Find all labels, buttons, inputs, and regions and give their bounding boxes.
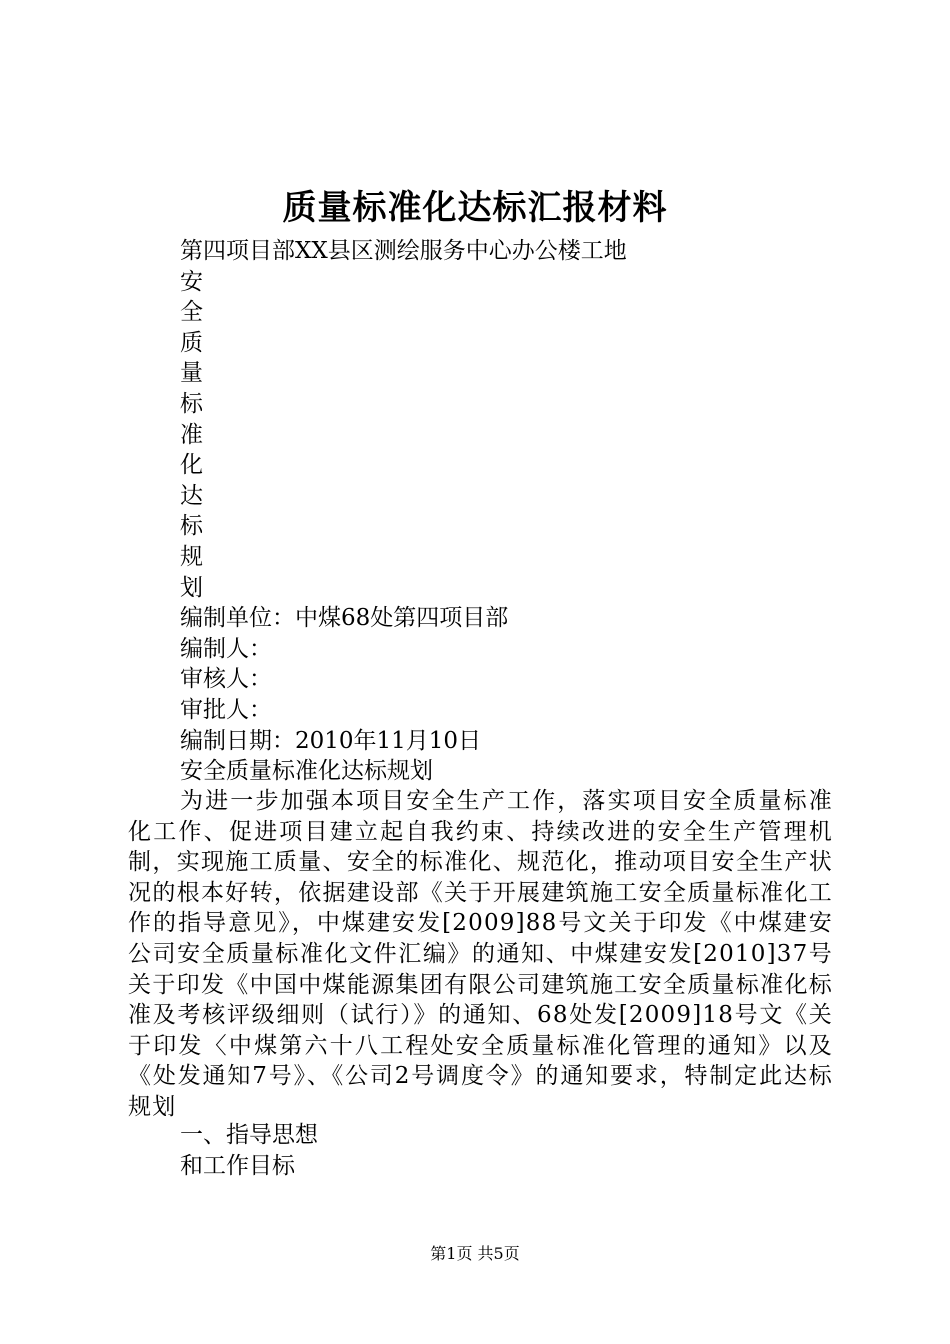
compiler: 编制人： [180, 635, 272, 662]
compile-date: 编制日期：2010年11月10日 [180, 727, 482, 754]
section-heading: 安全质量标准化达标规划 [180, 758, 433, 785]
reviewer: 审核人： [180, 666, 272, 693]
header-block [180, 236, 840, 787]
vertical-char: 标 [180, 390, 203, 417]
vertical-char: 质 [180, 329, 203, 356]
vertical-char: 化 [180, 452, 203, 479]
vertical-char: 规 [180, 543, 203, 570]
page-title: 质量标准化达标汇报材料 [282, 188, 668, 228]
page-footer: 第1页 共5页 [430, 1244, 520, 1263]
project-site-line: 第四项目部XX县区测绘服务中心办公楼工地 [180, 238, 627, 264]
vertical-char: 划 [180, 574, 203, 601]
guiding-subheading: 和工作目标 [180, 1152, 295, 1179]
approver: 审批人： [180, 696, 272, 723]
vertical-char: 标 [180, 513, 203, 540]
compiling-unit: 编制单位：中煤68处第四项目部 [180, 605, 509, 632]
vertical-title [180, 267, 840, 604]
vertical-char: 准 [180, 421, 203, 448]
vertical-char: 安 [180, 268, 203, 295]
vertical-char: 全 [180, 299, 203, 326]
guiding-section [180, 1120, 318, 1181]
body-paragraph: 为进一步加强本项目安全生产工作，落实项目安全质量标准化工作、促进项目建立起自我约束、持续改进的安全生产管理机制，实现施工质量、安全的标准化、规范化，推动项目安全生产状况的根本好转，依据建设部《关于开展建筑施工安全质量标准化工作的指导意见》，中煤建安发[2009]88号文关于印发《中煤建安公司安全质量标准化文件汇编》的通知、中煤建安发[2010]37号关于印发《中国中煤能源集团有限公司建筑施工安全质量标准化标准及考核评级细则（试行）》的通知、68处发[2009]18号文《关于印发〈中煤第六十八工程处安全质量标准化管理的通知》以及《处发通知7号》、《公司2号调度令》的通知要求，特制定此达标规划 [128, 788, 833, 1120]
vertical-char: 达 [180, 482, 203, 509]
vertical-char: 量 [180, 360, 203, 387]
guiding-heading: 一、指导思想 [180, 1122, 318, 1148]
